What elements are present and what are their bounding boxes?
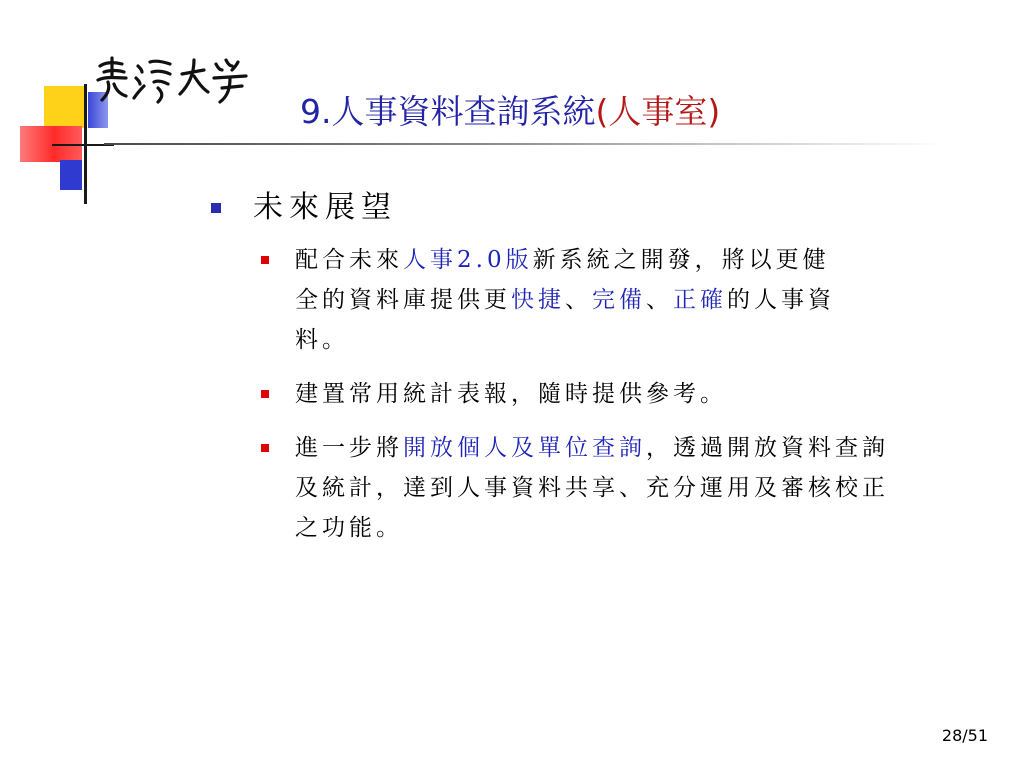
- deco-yellow-square: [44, 86, 86, 128]
- list-item: [295, 428, 895, 548]
- item-text: 建置常用統計表報，隨時提供參考。: [295, 381, 727, 407]
- title-department: (人事室): [595, 92, 721, 131]
- item-text: 進一步將: [295, 435, 403, 461]
- square-bullet-icon: [211, 203, 221, 213]
- header-rule: [104, 143, 944, 145]
- item-text: 的人事資料。: [295, 287, 835, 353]
- item-text: 、: [646, 287, 673, 313]
- item-highlight: 開放個人及單位查詢: [403, 435, 646, 461]
- list-item: [295, 374, 855, 414]
- item-text: 新系統之開發，將以更健全的資料庫提供更: [295, 247, 830, 313]
- section-heading: [205, 188, 925, 228]
- slide-title: [300, 86, 720, 133]
- square-bullet-icon: [261, 390, 269, 398]
- page-number: 28/51: [941, 726, 988, 745]
- item-text: 配合未來: [295, 247, 403, 273]
- slide-content: [205, 188, 925, 548]
- deco-blue-block-bottom: [60, 160, 82, 190]
- university-logo: [92, 48, 252, 108]
- item-highlight: 完備: [592, 287, 646, 313]
- item-text: 、: [565, 287, 592, 313]
- list-item: [295, 240, 855, 360]
- item-highlight: 快捷: [511, 287, 565, 313]
- section-heading-text: 未來展望: [253, 190, 397, 225]
- item-highlight: 人事2.0版: [403, 247, 533, 273]
- item-text: ，透過開放資料查詢及統計，達到人事資料共享、充分運用及審核校正之功能。: [295, 435, 889, 541]
- title-main: 9.人事資料查詢系統: [300, 92, 596, 131]
- item-highlight: 正確: [673, 287, 727, 313]
- square-bullet-icon: [261, 256, 269, 264]
- square-bullet-icon: [261, 444, 269, 452]
